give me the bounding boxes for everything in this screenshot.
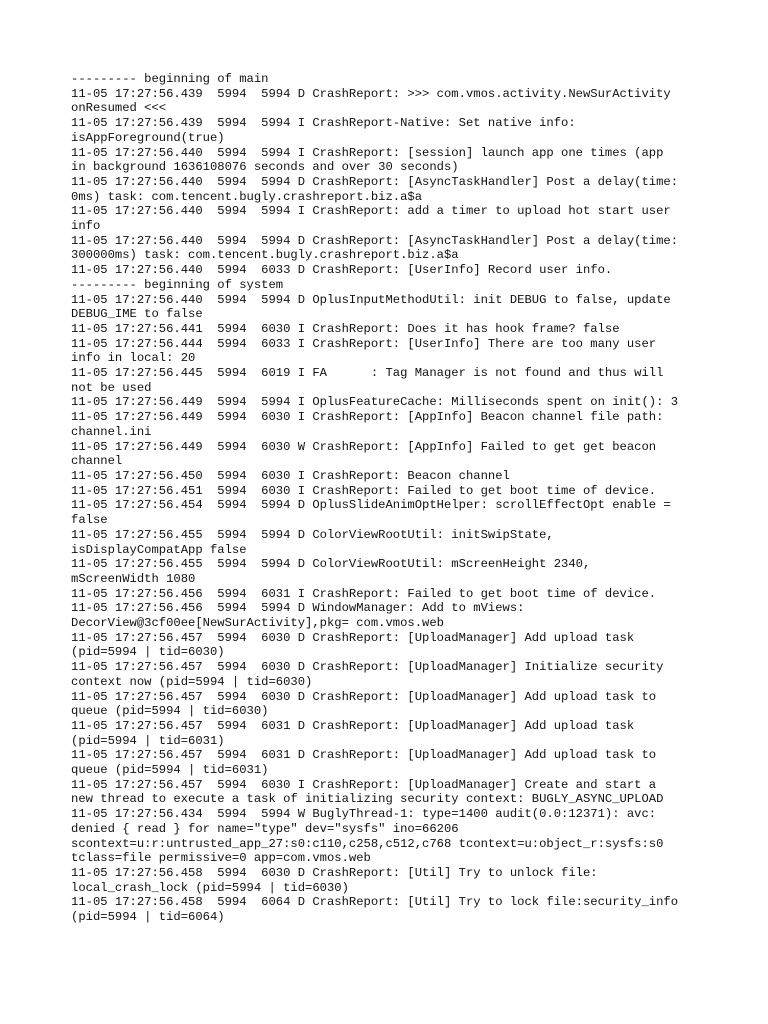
log-line: local_crash_lock (pid=5994 | tid=6030) xyxy=(71,880,349,895)
log-line: 11-05 17:27:56.441 5994 6030 I CrashReport: Does it has hook frame? false xyxy=(71,321,620,336)
log-line: --------- beginning of main xyxy=(71,72,269,86)
log-line: 11-05 17:27:56.456 5994 6031 I CrashReport: Failed to get boot time of device. xyxy=(71,586,657,601)
log-line: 11-05 17:27:56.450 5994 6030 I CrashReport: Beacon channel xyxy=(71,468,510,483)
log-line: scontext=u:r:untrusted_app_27:s0:c110,c258,c512,c768 tcontext=u:object_r:sysfs:s0 xyxy=(71,836,664,851)
log-line: 11-05 17:27:56.454 5994 5994 D OplusSlideAnimOptHelper: scrollEffectOpt enable = xyxy=(71,498,671,513)
log-line: DEBUG_IME to false xyxy=(71,307,203,322)
log-line: isDisplayCompatApp false xyxy=(71,542,247,557)
log-line: 11-05 17:27:56.457 5994 6031 D CrashReport: [UploadManager] Add upload task xyxy=(71,718,635,733)
log-line: context now (pid=5994 | tid=6030) xyxy=(71,674,313,689)
log-line: 300000ms) task: com.tencent.bugly.crashreport.biz.a$a xyxy=(71,248,459,263)
log-line: 11-05 17:27:56.449 5994 6030 I CrashReport: [AppInfo] Beacon channel file path: xyxy=(71,410,664,425)
log-line: 11-05 17:27:56.440 5994 5994 D OplusInputMethodUtil: init DEBUG to false, update xyxy=(71,292,671,307)
log-line: 11-05 17:27:56.456 5994 5994 D WindowManager: Add to mViews: xyxy=(71,601,525,616)
log-line: 11-05 17:27:56.449 5994 5994 I OplusFeatureCache: Milliseconds spent on init(): 3 xyxy=(71,395,679,410)
log-line: 11-05 17:27:56.445 5994 6019 I FA : Tag Manager is not found and thus will xyxy=(71,366,664,381)
log-line: --------- beginning of system xyxy=(71,277,284,292)
log-line: 11-05 17:27:56.440 5994 5994 D CrashReport: [AsyncTaskHandler] Post a delay(time: xyxy=(71,174,679,189)
log-line: 11-05 17:27:56.457 5994 6030 I CrashReport: [UploadManager] Create and start a xyxy=(71,777,657,792)
log-line: channel.ini xyxy=(71,424,152,439)
log-line: not be used xyxy=(71,380,152,395)
log-line: 11-05 17:27:56.440 5994 5994 I CrashReport: [session] launch app one times (app xyxy=(71,145,664,160)
log-line: mScreenWidth 1080 xyxy=(71,571,196,586)
log-text-block xyxy=(71,72,711,925)
log-line: 11-05 17:27:56.439 5994 5994 I CrashReport-Native: Set native info: xyxy=(71,116,576,131)
log-line: 11-05 17:27:56.457 5994 6030 D CrashReport: [UploadManager] Add upload task to xyxy=(71,689,657,704)
log-line: channel xyxy=(71,454,123,469)
log-line: queue (pid=5994 | tid=6031) xyxy=(71,763,269,778)
log-line: DecorView@3cf00ee[NewSurActivity],pkg= com.vmos.web xyxy=(71,616,444,631)
log-line: 11-05 17:27:56.457 5994 6030 D CrashReport: [UploadManager] Add upload task xyxy=(71,630,635,645)
log-line: false xyxy=(71,513,108,528)
log-line: 11-05 17:27:56.444 5994 6033 I CrashReport: [UserInfo] There are too many user xyxy=(71,336,657,351)
log-line: info xyxy=(71,219,101,234)
log-line: 11-05 17:27:56.458 5994 6064 D CrashReport: [Util] Try to lock file:security_info xyxy=(71,895,679,910)
log-line: tclass=file permissive=0 app=com.vmos.web xyxy=(71,851,371,866)
log-line: isAppForeground(true) xyxy=(71,130,225,145)
log-line: (pid=5994 | tid=6064) xyxy=(71,910,225,925)
log-line: in background 1636108076 seconds and over 30 seconds) xyxy=(71,160,459,175)
log-line: 11-05 17:27:56.458 5994 6030 D CrashReport: [Util] Try to unlock file: xyxy=(71,865,598,880)
log-line: 11-05 17:27:56.440 5994 5994 D CrashReport: [AsyncTaskHandler] Post a delay(time: xyxy=(71,233,679,248)
log-line: denied { read } for name="type" dev="sysfs" ino=66206 xyxy=(71,821,459,836)
log-line: 11-05 17:27:56.449 5994 6030 W CrashReport: [AppInfo] Failed to get get beacon xyxy=(71,439,657,454)
log-line: onResumed <<< xyxy=(71,101,167,116)
log-line: 11-05 17:27:56.440 5994 5994 I CrashReport: add a timer to upload hot start user xyxy=(71,204,671,219)
log-line: 11-05 17:27:56.457 5994 6031 D CrashReport: [UploadManager] Add upload task to xyxy=(71,748,657,763)
log-line: (pid=5994 | tid=6030) xyxy=(71,645,225,660)
log-line: info in local: 20 xyxy=(71,351,196,366)
log-line: 11-05 17:27:56.455 5994 5994 D ColorViewRootUtil: initSwipState, xyxy=(71,527,554,542)
log-line: 11-05 17:27:56.455 5994 5994 D ColorViewRootUtil: mScreenHeight 2340, xyxy=(71,557,591,572)
log-line: 11-05 17:27:56.434 5994 5994 W BuglyThread-1: type=1400 audit(0.0:12371): avc: xyxy=(71,807,657,822)
log-line: 11-05 17:27:56.440 5994 6033 D CrashReport: [UserInfo] Record user info. xyxy=(71,263,613,278)
log-line: 11-05 17:27:56.457 5994 6030 D CrashReport: [UploadManager] Initialize security xyxy=(71,660,664,675)
log-line: (pid=5994 | tid=6031) xyxy=(71,733,225,748)
log-line: 0ms) task: com.tencent.bugly.crashreport.biz.a$a xyxy=(71,189,423,204)
log-line: new thread to execute a task of initializing security context: BUGLY_ASYNC_UPLOAD xyxy=(71,792,664,807)
log-line: queue (pid=5994 | tid=6030) xyxy=(71,704,269,719)
log-line: 11-05 17:27:56.439 5994 5994 D CrashReport: >>> com.vmos.activity.NewSurActivity xyxy=(71,86,671,101)
log-line: 11-05 17:27:56.451 5994 6030 I CrashReport: Failed to get boot time of device. xyxy=(71,483,657,498)
